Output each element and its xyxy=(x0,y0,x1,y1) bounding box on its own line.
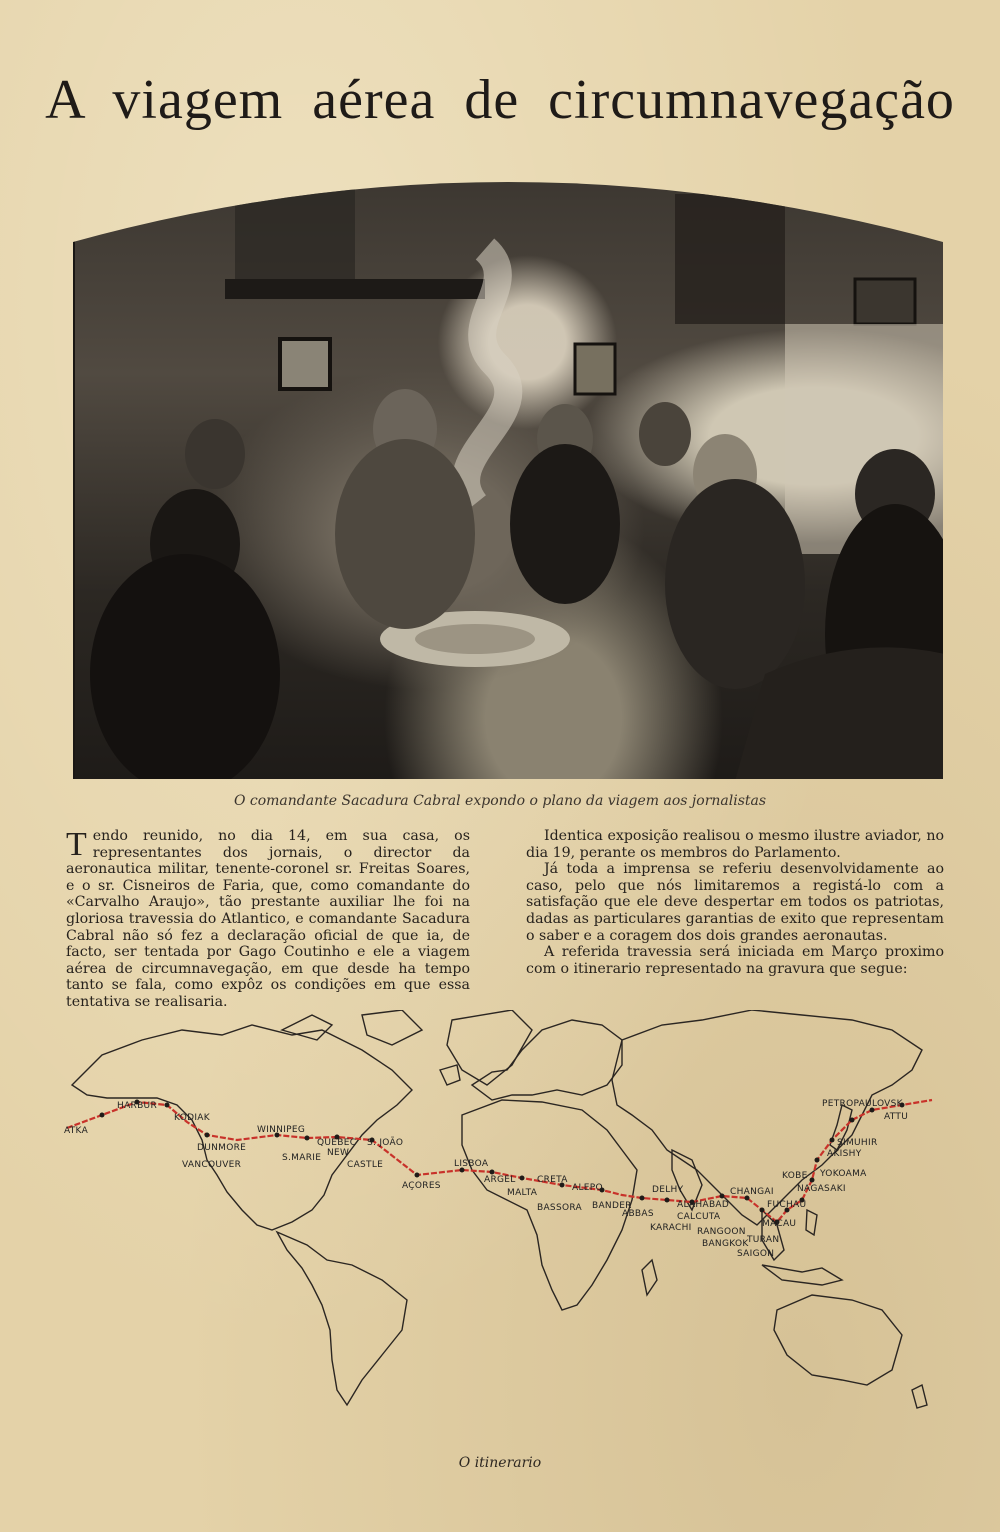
label-kobe: KOBE xyxy=(782,1171,808,1181)
article-right-paragraph-1: Identica exposição realisou o mesmo ilustre aviador, no dia 19, perante os membros do Parlamento. xyxy=(526,828,944,861)
label-turan: TURAN xyxy=(747,1235,780,1245)
label-vancouver: VANCOUVER xyxy=(182,1160,242,1170)
label-karachi: KARACHI xyxy=(650,1223,692,1233)
label-smarie: S.MARIE xyxy=(282,1153,322,1163)
label-macau: MACAU xyxy=(762,1219,797,1229)
label-winnipeg: WINNIPEG xyxy=(257,1125,306,1135)
article-left-column xyxy=(66,828,470,1011)
label-malta: MALTA xyxy=(507,1188,538,1198)
label-delhy: DELHY xyxy=(652,1185,684,1195)
label-akishy: AKISHY xyxy=(827,1149,862,1159)
label-quebec: QUEBEC xyxy=(317,1138,357,1148)
label-simuhir: SIMUHIR xyxy=(837,1138,878,1148)
photo-caption: O comandante Sacadura Cabral expondo o plano da viagem aos jornalistas xyxy=(233,793,767,809)
page-title: A viagem aérea de circumnavegação xyxy=(45,69,955,131)
drop-cap: T xyxy=(66,826,87,863)
label-bassora: BASSORA xyxy=(537,1203,582,1213)
article-right-column xyxy=(526,828,944,977)
label-changai: CHANGAI xyxy=(730,1187,774,1197)
label-yokoama: YOKOAMA xyxy=(820,1169,867,1179)
label-harbur: HARBUR xyxy=(117,1101,157,1111)
label-calcuta: CALCUTA xyxy=(677,1212,721,1222)
label-saigon: SAIGON xyxy=(737,1249,775,1259)
label-castle: CASTLE xyxy=(347,1160,384,1170)
label-rangoon: RANGOON xyxy=(697,1227,746,1237)
label-dunmore: DUNMORE xyxy=(197,1143,247,1153)
label-sjoao: S. JOÃO xyxy=(367,1138,404,1148)
label-lisboa: LISBOA xyxy=(454,1159,489,1169)
label-fuchau: FUCHAU xyxy=(767,1200,807,1210)
photo-journalists-meeting xyxy=(73,152,947,783)
article-right-paragraph-2: Já toda a imprensa se referiu desenvolvidamente ao caso, pelo que nós limitaremos a registá-lo com a satisfação que ele deve despertar em todos os patriotas, dadas as particulares garantias de exito que representam o saber e a coragem dos dois grandes aeronautas. xyxy=(526,861,944,944)
itinerary-world-map xyxy=(62,1010,942,1410)
label-alahabad: ALAHABAD xyxy=(677,1200,730,1210)
article-left-text: endo reunido, no dia 14, em sua casa, os representantes dos jornais, o director da aeronautica militar, tenente-coronel sr. Freitas Soares, e o sr. Cisneiros de Faria, que, como comandante do «Carvalho Araujo», tão prestante auxiliar lhe foi na gloriosa travessia do Atlantico, e comandante Sacadura Cabral não só fez a declaração oficial de que ia, de facto, ser tentada por Gago Coutinho e ele a viagem aérea de circumnavegação, em que desde ha tempo tanto se fala, como expôz os condições em que essa tentativa se realisaria. xyxy=(66,828,470,1010)
label-attu: ATTU xyxy=(884,1112,909,1122)
label-acores: AÇORES xyxy=(402,1181,441,1191)
label-alepo: ALEPO xyxy=(572,1183,603,1193)
label-bangkok: BANGKOK xyxy=(702,1239,749,1249)
label-kodiak: KODIAK xyxy=(174,1113,210,1123)
label-petropaulovsk: PETROPAULOVSK xyxy=(822,1099,903,1109)
label-abbas: ABBAS xyxy=(622,1209,654,1219)
label-bander: BANDER xyxy=(592,1201,632,1211)
label-nagasaki: NAGASAKI xyxy=(797,1184,846,1194)
photo-illustration xyxy=(75,154,945,781)
label-argel: ARGEL xyxy=(484,1175,516,1185)
article-right-paragraph-3: A referida travessia será iniciada em Março proximo com o itinerario representado na gravura que segue: xyxy=(526,944,944,977)
map-caption: O itinerario xyxy=(458,1455,542,1471)
label-creta: CRETA xyxy=(537,1175,568,1185)
label-new: NEW xyxy=(327,1148,350,1158)
label-atka: ATKA xyxy=(64,1126,89,1136)
